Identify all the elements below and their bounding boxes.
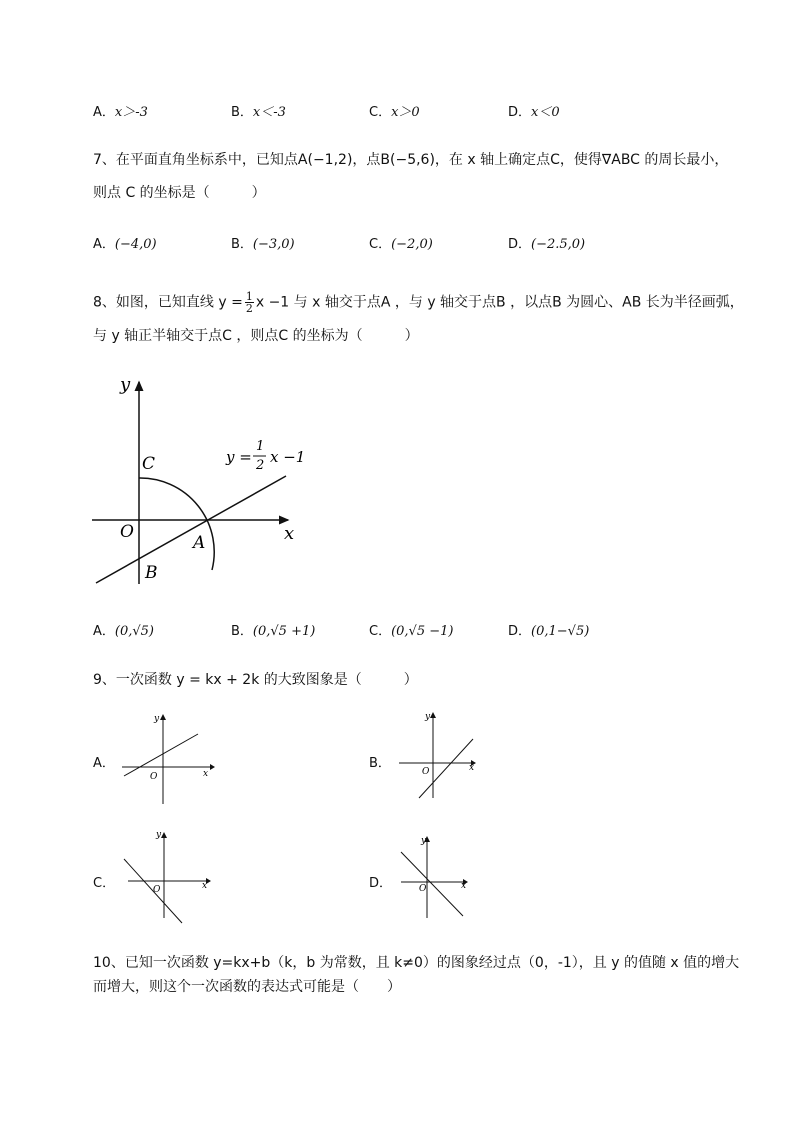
fig-o-label: O xyxy=(120,522,134,542)
q6-option-b[interactable]: B．x＜-3 xyxy=(231,105,286,120)
svg-text:y: y xyxy=(425,712,431,722)
q10-stem-line1: 10、已知一次函数 y=kx+b（k，b 为常数，且 k≠0）的图象经过点（0，-1），且 y 的值随 x 值的增大 xyxy=(93,955,740,971)
q9-graph-c[interactable] xyxy=(120,826,215,926)
fig-eq-left: y = xyxy=(226,448,252,466)
fig-eq-right: x −1 xyxy=(270,448,306,466)
q9-option-d-letter[interactable]: D． xyxy=(369,876,393,891)
fig-c-label: C xyxy=(142,454,156,474)
q7-stem-line1: 7、在平面直角坐标系中，已知点A(−1,2)，点B(−5,6)，在 x 轴上确定点C，使得∇ABC 的周长最小， xyxy=(93,152,729,168)
q6-option-a[interactable]: A．x＞-3 xyxy=(93,105,148,120)
q9-stem: 9、一次函数 y = kx + 2k 的大致图象是（ ） xyxy=(93,672,418,688)
q8-fraction: $\frac{1}{2}$ xyxy=(245,290,253,315)
svg-text:O: O xyxy=(422,767,430,777)
fig-y-label: y xyxy=(120,374,131,395)
q6-option-d[interactable]: D．x＜0 xyxy=(508,105,560,120)
q8-option-a[interactable]: A．(0,√5) xyxy=(93,624,155,639)
svg-text:O: O xyxy=(150,772,158,782)
fig-eq-den: 2 xyxy=(256,458,265,473)
q8-stem-line1: 8、如图，已知直线 y = $\frac{1}{2}$ x −1 与 x 轴交于点A ，与 y 轴交于点B ，以点B 为圆心、AB 长为半径画弧， xyxy=(93,290,744,315)
q9-graph-d[interactable] xyxy=(397,832,477,922)
q8-option-b[interactable]: B．(0,√5 +1) xyxy=(231,624,316,639)
q7-option-b[interactable]: B．(−3,0) xyxy=(231,237,295,252)
q7-option-c[interactable]: C．(−2,0) xyxy=(369,237,433,252)
fig-b-label: B xyxy=(145,563,158,583)
q9-graph-a[interactable] xyxy=(120,708,220,808)
svg-text:y: y xyxy=(421,836,427,846)
q9-graph-b[interactable] xyxy=(397,708,482,803)
q8-option-d[interactable]: D．(0,1−√5) xyxy=(508,624,590,639)
svg-text:x: x xyxy=(203,769,209,779)
q8-option-c[interactable]: C．(0,√5 −1) xyxy=(369,624,454,639)
q7-option-d[interactable]: D．(−2.5,0) xyxy=(508,237,586,252)
q7-option-a[interactable]: A．(−4,0) xyxy=(93,237,157,252)
svg-text:O: O xyxy=(153,885,161,895)
fig-a-label: A xyxy=(193,533,206,553)
q7-stem-line2: 则点 C 的坐标是（ ） xyxy=(93,185,266,201)
q6-option-c[interactable]: C．x＞0 xyxy=(369,105,420,120)
arc-bc xyxy=(139,478,214,570)
svg-text:x: x xyxy=(469,763,475,773)
svg-text:O: O xyxy=(419,884,427,894)
fig-x-label: x xyxy=(284,523,295,544)
svg-text:x: x xyxy=(202,881,208,891)
q9-option-c-letter[interactable]: C． xyxy=(93,876,116,891)
q8-stem-line2: 与 y 轴正半轴交于点C ，则点C 的坐标为（ ） xyxy=(93,328,419,344)
svg-text:x: x xyxy=(461,881,467,891)
fig-eq-num: 1 xyxy=(256,439,265,454)
q9-option-b-letter[interactable]: B． xyxy=(369,756,391,771)
q8-figure xyxy=(88,370,313,590)
q9-option-a-letter[interactable]: A． xyxy=(93,756,115,771)
svg-text:y: y xyxy=(154,714,160,724)
svg-text:y: y xyxy=(156,830,162,840)
q10-stem-line2: 而增大，则这个一次函数的表达式可能是（ ） xyxy=(93,979,401,995)
